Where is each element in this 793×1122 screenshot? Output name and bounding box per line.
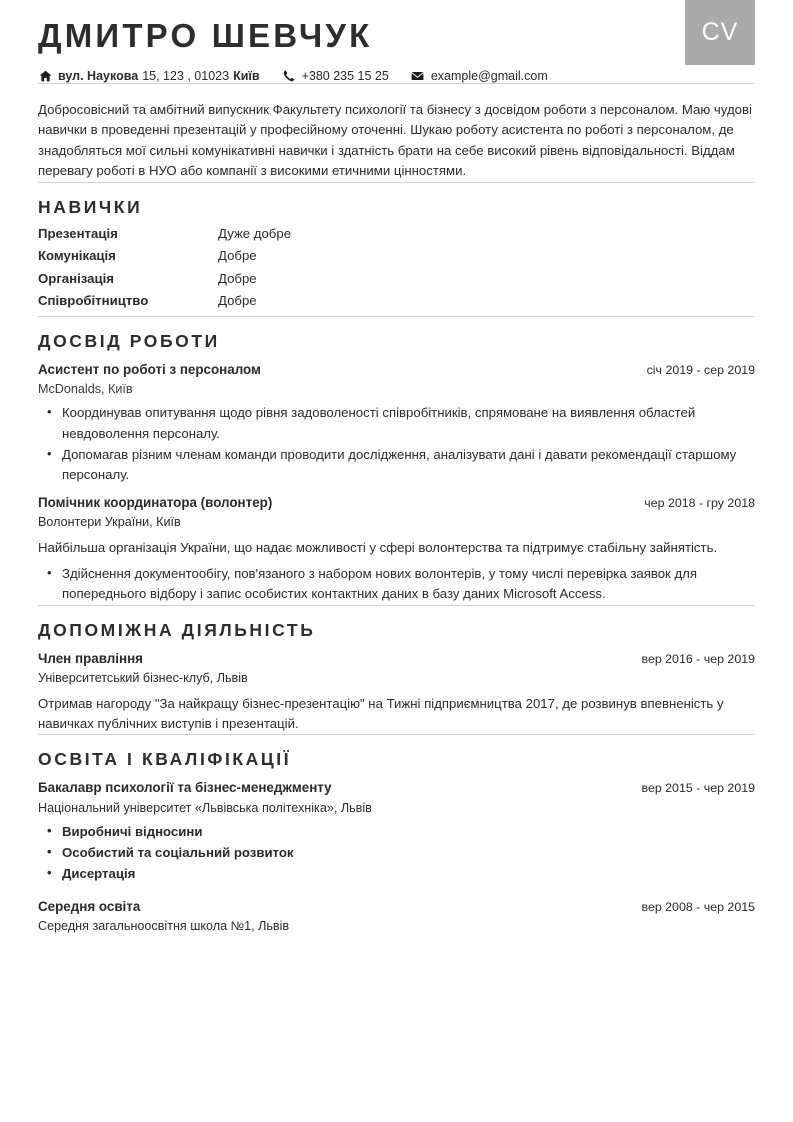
education-entry [38, 779, 755, 884]
section-experience [38, 331, 755, 604]
list-item: • Виробничі відносини [60, 822, 755, 842]
candidate-name: ДМИТРО ШЕВЧУК [38, 17, 373, 54]
entry-organization: McDonalds, Київ [38, 381, 133, 396]
skill-level: Добре [218, 248, 257, 264]
cv-badge-label: CV [701, 18, 739, 46]
contact-address [38, 69, 260, 83]
skill-level: Добре [218, 270, 257, 286]
list-item: • Допомагав різним членам команди проводити дослідження, аналізувати дані і давати рекомендації старшому персоналу. [60, 445, 755, 485]
address-number: 15, 123 , 01023 [142, 68, 230, 83]
education-divider [38, 734, 755, 735]
entry-header [38, 898, 755, 916]
cv-badge [685, 0, 755, 65]
contact-phone [282, 69, 389, 83]
experience-entry [38, 494, 755, 604]
table-row [38, 293, 755, 316]
activity-entry [38, 650, 755, 735]
skill-level: Добре [218, 293, 257, 309]
entry-title: Бакалавр психології та бізнес-менеджменту [38, 780, 332, 796]
address-city: Київ [233, 68, 260, 83]
entry-title: Член правління [38, 650, 143, 666]
entry-dates: вер 2016 - чер 2019 [641, 651, 755, 666]
skill-name: Презентація [38, 225, 118, 241]
list-item: • Дисертація [60, 864, 755, 884]
section-title-experience: ДОСВІД РОБОТИ [38, 330, 220, 351]
address-street: вул. Наукова [58, 68, 139, 83]
envelope-icon [411, 69, 425, 82]
entry-dates: вер 2015 - чер 2019 [641, 781, 755, 796]
entry-dates: січ 2019 - сер 2019 [646, 362, 755, 377]
entry-bullets [38, 822, 755, 884]
section-skills [38, 197, 755, 316]
skill-name: Співробітництво [38, 293, 149, 309]
section-title-activities: ДОПОМІЖНА ДІЯЛЬНІСТЬ [38, 619, 316, 640]
section-title-education: ОСВІТА І КВАЛІФІКАЦІЇ [38, 749, 292, 770]
list-item: • Здійснення документообігу, пов'язаного з набором нових волонтерів, у тому числі перевірка заявок для попереднього відбору і запис особистих контактних даних в базу даних Microsoft Access. [60, 564, 755, 604]
entry-header [38, 650, 755, 668]
skills-table [38, 226, 755, 316]
skill-level: Дуже добре [218, 225, 292, 241]
list-item: • Особистий та соціальний розвиток [60, 843, 755, 863]
entry-bullets [38, 564, 755, 604]
entry-title: Помічник координатора (волонтер) [38, 494, 273, 510]
home-icon [38, 69, 52, 82]
skill-name: Комунікація [38, 248, 116, 264]
entry-header [38, 494, 755, 512]
entry-description: Найбільша організація України, що надає можливості у сфері волонтерства та підтримує стабільну зайнятість. [38, 540, 718, 556]
phone-icon [282, 69, 296, 82]
contact-line [38, 69, 755, 83]
activities-divider [38, 605, 755, 606]
summary-paragraph: Добросовісний та амбітний випускник Факультету психології та бізнесу з досвідом роботи з персоналом. Маю чудові навички в проведенні презентацій у професійному оточенні. Шукаю роботу асистента по роботі з персоналом, де знадобляться мої сильні комунікативні навички і здатність брати на себе високий рівень відповідальності. Віддам перевагу роботі в НУО або компанії з високими етичними цінностями. [38, 101, 752, 179]
entry-bullets [38, 403, 755, 484]
resume-header [38, 0, 755, 83]
entry-dates: вер 2008 - чер 2015 [641, 900, 755, 915]
section-activities [38, 620, 755, 735]
experience-divider [38, 316, 755, 317]
entry-title: Асистент по роботі з персоналом [38, 361, 261, 377]
entry-description: Отримав нагороду "За найкращу бізнес-презентацію" на Тижні підприємництва 2017, де розвинув впевненість у навичках публічних виступів і презентацій. [38, 696, 724, 732]
entry-organization: Середня загальноосвітня школа №1, Львів [38, 919, 290, 934]
table-row [38, 271, 755, 294]
list-item: • Координував опитування щодо рівня задоволеності співробітників, спрямоване на виявлення областей невдоволення персоналу. [60, 403, 755, 443]
contact-email [411, 69, 548, 83]
entry-header [38, 779, 755, 797]
skill-name: Організація [38, 270, 114, 286]
table-row [38, 226, 755, 249]
experience-entry [38, 361, 755, 485]
email-text: example@gmail.com [430, 68, 548, 83]
table-row [38, 248, 755, 271]
education-entry [38, 898, 755, 936]
header-divider [38, 83, 755, 84]
entry-organization: Волонтери України, Київ [38, 514, 181, 529]
skills-divider [38, 182, 755, 183]
entry-organization: Національний університет «Львівська політехніка», Львів [38, 800, 372, 815]
entry-header [38, 361, 755, 379]
entry-dates: чер 2018 - гру 2018 [644, 495, 755, 510]
phone-text: +380 235 15 25 [301, 68, 389, 83]
entry-title: Середня освіта [38, 899, 141, 915]
section-education [38, 749, 755, 936]
section-title-skills: НАВИЧКИ [38, 196, 143, 217]
entry-organization: Університетський бізнес-клуб, Львів [38, 670, 248, 685]
